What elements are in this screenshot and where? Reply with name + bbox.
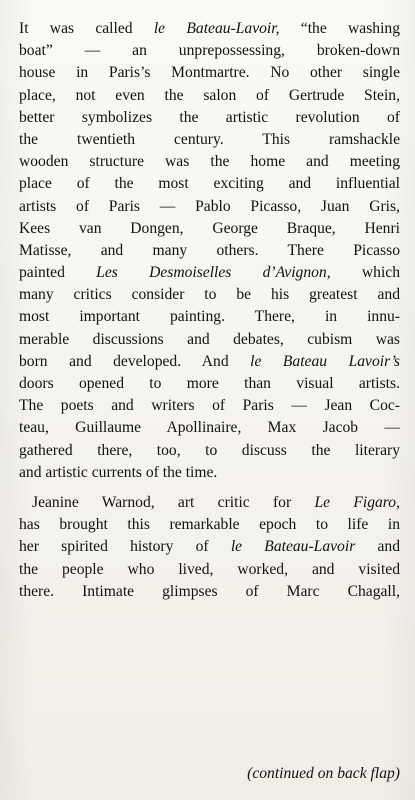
italic-title: le Bateau Lavoir’s — [250, 352, 400, 370]
text-line: merable discussions and debates, cubism was — [19, 330, 400, 348]
text-line: place, not even the salon of Gertrude Stein, — [19, 86, 400, 104]
text-line — [19, 492, 400, 514]
text-segment: Jeanine Warnod, art critic for — [32, 493, 315, 511]
text-line: house in Paris’s Montmartre. No other single — [19, 64, 400, 82]
text-line: Matisse, and many others. There Picasso — [19, 241, 400, 259]
text-line: The poets and writers of Paris — Jean Coc- — [19, 397, 400, 415]
text-line: doors opened to more than visual artists. — [19, 375, 400, 392]
italic-title: Le Figaro, — [314, 493, 400, 511]
text-line: the people who lived, worked, and visited — [19, 560, 400, 578]
italic-title: le Bateau-Lavoir, — [153, 20, 280, 37]
text-line: has brought this remarkable epoch to life in — [19, 516, 400, 534]
continued-note: (continued on back flap) — [247, 765, 400, 782]
text-segment: It was called — [19, 20, 154, 37]
text-line: the twentieth century. This ramshackle — [19, 130, 400, 148]
text-segment: painted — [19, 264, 97, 282]
italic-title: le Bateau-Lavoir — [230, 538, 356, 556]
text-line: and artistic currents of the time. — [19, 463, 218, 481]
text-line: teau, Guillaume Apollinaire, Max Jacob — — [19, 419, 400, 437]
text-segment: born and developed. And — [19, 352, 251, 370]
text-line: better symbolizes the artistic revolution of — [19, 108, 400, 126]
text-segment: and — [355, 538, 400, 556]
text-segment: her spirited history of — [19, 538, 231, 556]
text-line — [19, 536, 400, 558]
flap-text — [19, 18, 400, 603]
text-line: Kees van Dongen, George Braque, Henri — [19, 219, 400, 237]
text-line: artists of Paris — Pablo Picasso, Juan Gris, — [19, 197, 400, 215]
text-line: gathered there, too, to discuss the literary — [19, 441, 400, 459]
paragraph-gap — [19, 484, 400, 492]
text-line: many critics consider to be his greatest and — [19, 286, 400, 304]
italic-title: Les Desmoiselles d’Avignon, — [96, 264, 331, 282]
text-line — [19, 351, 400, 373]
text-line — [19, 262, 400, 284]
text-segment: “the washing — [279, 20, 400, 37]
text-line: place of the most exciting and influential — [19, 175, 400, 193]
text-line: boat” — an unprepossessing, broken-down — [19, 42, 400, 60]
text-line: most important painting. There, in innu- — [19, 308, 400, 326]
text-line: wooden structure was the home and meeting — [19, 153, 400, 171]
text-line — [19, 18, 400, 40]
text-segment: which — [330, 264, 400, 282]
text-line: there. Intimate glimpses of Marc Chagall, — [19, 582, 400, 600]
